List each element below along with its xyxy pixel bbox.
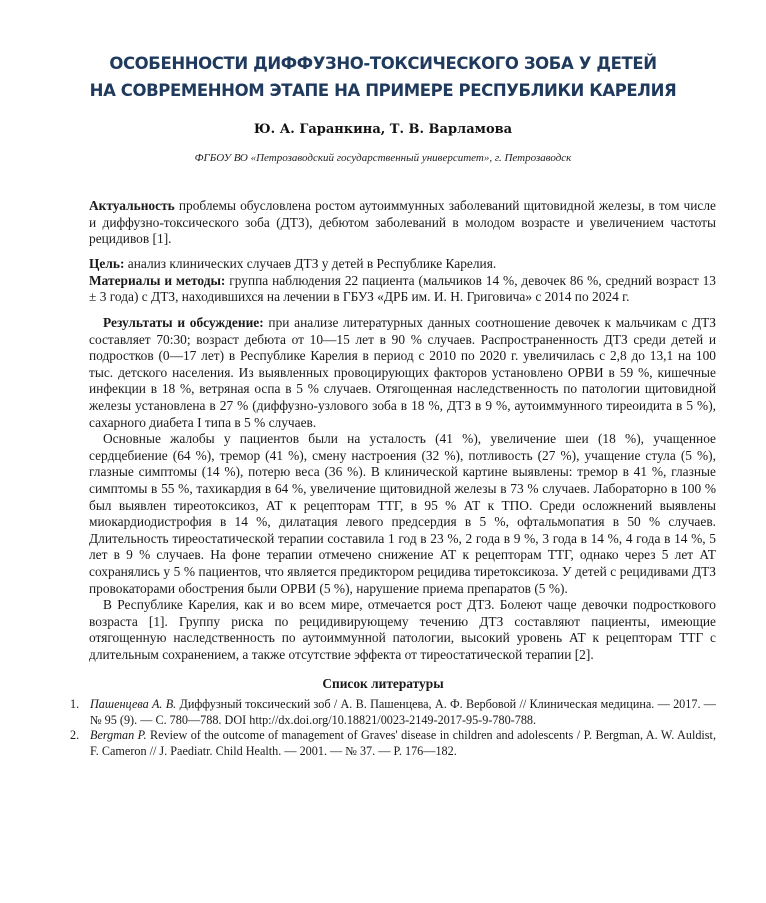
goal-methods-section [89, 256, 716, 306]
goal-text: анализ клинических случаев ДТЗ у детей в Республике Карелия. [124, 256, 497, 271]
reference-item [70, 728, 716, 759]
goal-label: Цель: [89, 256, 125, 271]
reference-author: Пашенцева А. В. [90, 697, 177, 711]
results-paragraph-2: Основные жалобы у пациентов были на усталость (41 %), увеличение шеи (18 %), учащенное сердцебиение (64 %), тремор (41 %), смену настроения (32 %), потливость (27 %), учащение стула (5 %), глазные симптомы (14 %), потерю веса (36 %). В клинической картине выявлены: тремор в 41 %, глазные симптомы в 55 %, тахикардия в 64 %, увеличение щитовидной железы в 73 % случаев. Лабораторно в 100 % был выявлен тиреотоксикоз, АТ к рецепторам ТТГ, в 95 % АТ к ТПО. Среди осложнений выявлены миокардиодистрофия в 14 %, дилатация левого предсердия в 5 %, офтальмопатия в 50 % случаев. Длительность тиреостатической терапии составила 1 год в 23 %, 2 года в 9 %, 3 года в 14 %, 4 года в 14 %, 5 лет в 9 % случаев. На фоне терапии отмечено снижение АТ к рецепторам ТТГ, однако через 5 лет АТ сохранялись у 5 % пациентов, что является предиктором рецидива тиретоксикоза. У детей с рецидивами ДТЗ провокаторами обострения были ОРВИ (5 %), нарушение приема препаратов (5 %). [89, 431, 716, 596]
reference-text: Диффузный токсический зоб / А. В. Пашенцева, А. Ф. Вербовой // Клиническая медицина. — 2017. — № 95 (9). — С. 780—788. DOI http://dx.doi.org/10.18821/0023-2149-2017-95-9-780-788. [90, 697, 716, 727]
authors: Ю. А. Гаранкина, Т. В. Варламова [253, 122, 513, 137]
results-label: Результаты и обсуждение: [103, 315, 264, 330]
paper-title [0, 50, 766, 104]
reference-number: 2. [70, 728, 80, 742]
reference-number: 1. [70, 697, 80, 711]
results-paragraph-3: В Республике Карелия, как и во всем мире, отмечается рост ДТЗ. Болеют чаще девочки подросткового возраста [1]. Группу риска по рецидивирующему течению ДТЗ составляют пациенты, имеющие отягощенную наследственность по аутоиммунной патологии, высокий уровень АТ к рецепторам ТТГ с длительным сохранением, а также отсутствие эффекта от тиреостатической терапии [2]. [89, 597, 716, 662]
references-title: Список литературы [322, 676, 444, 691]
affiliation: ФГБОУ ВО «Петрозаводский государственный университет», г. Петрозаводск [194, 152, 572, 164]
title-line-2: НА СОВРЕМЕННОМ ЭТАПЕ НА ПРИМЕРЕ РЕСПУБЛИКИ КАРЕЛИЯ [89, 81, 677, 100]
relevance-text: проблемы обусловлена ростом аутоиммунных заболеваний щитовидной железы, в том числе и диффузно-токсического зоба (ДТЗ), дебютом заболеваний в молодом возрасте и увеличением частоты рецидивов [1]. [89, 198, 716, 247]
relevance-section [89, 198, 716, 248]
results-paragraph-1: при анализе литературных данных соотношение девочек к мальчикам с ДТЗ составляет 70:30; возраст дебюта от 10—15 лет в 90 % случаев. Распространенность ДТЗ среди детей и подростков (0—17 лет) в Республике Карелия в период с 2010 по 2020 г. увеличилась с 2,8 до 13,1 на 100 тыс. детского населения. Из выявленных провоцирующих факторов установлено ОРВИ в 59 %, кишечные инфекции в 18 %, ветряная оспа в 5 % случаев. Отягощенная наследственность по патологии щитовидной железы установлена в 27 % (диффузно-узлового зоба в 18 %, ДТЗ в 9 %, аутоиммунного тиреоидита в 5 %), сахарного диабета I типа в 5 % случаев. [89, 315, 716, 430]
reference-author: Bergman P. [90, 728, 147, 742]
title-line-1: ОСОБЕННОСТИ ДИФФУЗНО-ТОКСИЧЕСКОГО ЗОБА У ДЕТЕЙ [109, 54, 657, 73]
results-section [89, 315, 716, 663]
relevance-label: Актуальность [89, 198, 175, 213]
reference-text: Review of the outcome of management of Graves' disease in children and adolescents / P. Bergman, A. W. Auldist, F. Cameron // J. Paediatr. Child Health. — 2001. — № 37. — P. 176—182. [90, 728, 716, 758]
methods-label: Материалы и методы: [89, 272, 226, 288]
reference-item [70, 697, 716, 728]
methods-text: группа наблюдения 22 пациента (мальчиков 14 %, девочек 86 %, средний возраст 13 ± 3 года) с ДТЗ, находившихся на лечении в ГБУЗ «ДРБ им. И. Н. Григовича» с 2014 по 2024 г. [89, 272, 716, 305]
references-list [70, 697, 716, 759]
